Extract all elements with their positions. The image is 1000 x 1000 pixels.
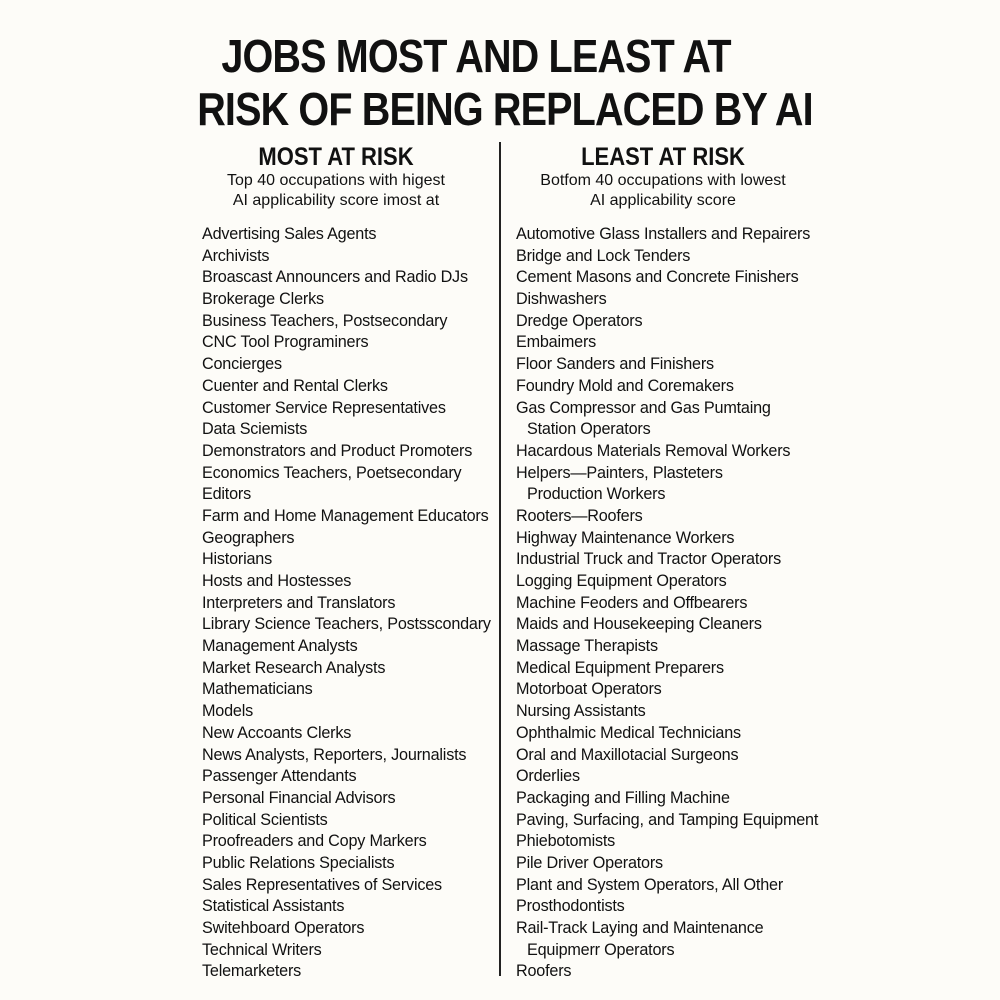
most-at-risk-occupation: Advertising Sales Agents [202, 225, 377, 243]
most-at-risk-occupation: Technical Writers [202, 940, 322, 959]
least-at-risk-occupation: Cement Masons and Concrete Finishers [516, 268, 799, 287]
least-at-risk-header [513, 143, 813, 211]
least-at-risk-occupation: Orderlies [516, 767, 580, 786]
most-at-risk-subtitle-line-2: AI applicability score imost at [232, 192, 440, 209]
most-at-risk-list [202, 224, 497, 983]
most-at-risk-occupation: News Analysts, Reporters, Journalists [202, 745, 467, 764]
most-at-risk-occupation: Historians [202, 550, 272, 569]
most-at-risk-occupation: Statistical Assistants [202, 897, 345, 916]
least-at-risk-occupation: Highway Maintenance Workers [516, 528, 735, 547]
most-at-risk-occupation: Telemarketers [202, 962, 302, 981]
most-at-risk-occupation: Archivists [202, 246, 270, 265]
least-at-risk-occupation: Logging Equipment Operators [516, 572, 727, 590]
most-at-risk-occupation: CNC Tool Programiners [202, 333, 369, 352]
page-title-line-2: RISK OF BEING REPLACED BY AI [197, 83, 813, 135]
least-at-risk-occupation: Prosthodontists [516, 897, 625, 916]
least-at-risk-occupation: Equipmerr Operators [527, 940, 675, 959]
most-at-risk-occupation: Cuenter and Rental Clerks [202, 376, 388, 395]
least-at-risk-occupation: Motorboat Operators [516, 680, 662, 699]
least-at-risk-occupation: Station Operators [527, 420, 651, 439]
most-at-risk-occupation: Market Research Analysts [202, 658, 386, 677]
least-at-risk-occupation: Paving, Surfacing, and Tamping Equipment [516, 810, 819, 829]
least-at-risk-occupation: Nursing Assistants [516, 702, 646, 721]
most-at-risk-heading: MOST AT RISK [258, 143, 414, 171]
most-at-risk-occupation: Public Relations Specialists [202, 853, 395, 872]
most-at-risk-occupation: Business Teachers, Postsecondary [202, 311, 448, 330]
least-at-risk-occupation: Ophthalmic Medical Technicians [516, 723, 741, 742]
least-at-risk-occupation: Machine Feoders and Offbearers [516, 593, 748, 612]
least-at-risk-list [516, 224, 826, 983]
least-at-risk-occupation: Phiebotomists [516, 832, 616, 851]
least-at-risk-subtitle-line-1: Botfom 40 occupations with lowest [540, 172, 786, 189]
least-at-risk-occupation: Industrial Truck and Tractor Operators [516, 550, 782, 569]
least-at-risk-occupation: Rail-Track Laying and Maintenance [516, 919, 764, 937]
most-at-risk-occupation: Brokerage Clerks [202, 290, 324, 309]
most-at-risk-occupation: Data Sciemists [202, 420, 308, 439]
most-at-risk-occupation: Interpreters and Translators [202, 593, 396, 612]
most-at-risk-occupation: Switehboard Operators [202, 919, 365, 937]
most-at-risk-occupation: Concierges [202, 355, 282, 374]
most-at-risk-occupation: Broascast Announcers and Radio DJs [202, 268, 468, 287]
least-at-risk-occupation: Plant and System Operators, All Other [516, 875, 784, 894]
least-at-risk-occupation: Helpers—Painters, Plasteters [516, 463, 723, 482]
most-at-risk-occupation: Proofreaders and Copy Markers [202, 832, 427, 851]
most-at-risk-header [186, 143, 486, 211]
least-at-risk-occupation: Embaimers [516, 333, 597, 352]
most-at-risk-occupation: Management Analysts [202, 637, 358, 656]
most-at-risk-subtitle-line-1: Top 40 occupations with higest [227, 172, 445, 189]
least-at-risk-occupation: Dredge Operators [516, 311, 643, 330]
most-at-risk-occupation: Geographers [202, 528, 295, 547]
least-at-risk-occupation: Pile Driver Operators [516, 853, 663, 872]
least-at-risk-occupation: Oral and Maxillotacial Surgeons [516, 745, 739, 764]
page-title-line-1: JOBS MOST AND LEAST AT [221, 30, 731, 82]
most-at-risk-occupation: Sales Representatives of Services [202, 875, 442, 894]
least-at-risk-occupation: Gas Compressor and Gas Pumtaing [516, 398, 771, 417]
least-at-risk-occupation: Automotive Glass Installers and Repairers [516, 225, 811, 243]
most-at-risk-occupation: Personal Financial Advisors [202, 788, 396, 807]
least-at-risk-subtitle-line-2: AI applicability score [590, 192, 736, 209]
most-at-risk-occupation: New Accoants Clerks [202, 723, 352, 742]
least-at-risk-occupation: Dishwashers [516, 290, 607, 309]
most-at-risk-occupation: Political Scientists [202, 810, 328, 829]
least-at-risk-occupation: Hacardous Materials Removal Workers [516, 441, 791, 460]
most-at-risk-occupation: Hosts and Hostesses [202, 572, 352, 590]
least-at-risk-occupation: Foundry Mold and Coremakers [516, 376, 734, 395]
least-at-risk-occupation: Massage Therapists [516, 637, 658, 656]
column-divider [499, 142, 501, 976]
least-at-risk-occupation: Production Workers [527, 485, 666, 504]
most-at-risk-occupation: Customer Service Representatives [202, 398, 446, 417]
most-at-risk-occupation: Editors [202, 485, 251, 504]
least-at-risk-occupation: Bridge and Lock Tenders [516, 246, 691, 265]
least-at-risk-occupation: Rooters—Roofers [516, 506, 643, 525]
most-at-risk-occupation: Farm and Home Management Educators [202, 506, 489, 525]
most-at-risk-occupation: Models [202, 702, 253, 721]
least-at-risk-occupation: Packaging and Filling Machine [516, 788, 730, 807]
most-at-risk-occupation: Library Science Teachers, Postsscondary [202, 615, 491, 634]
most-at-risk-occupation: Economics Teachers, Poetsecondary [202, 463, 462, 482]
most-at-risk-occupation: Mathematicians [202, 680, 313, 699]
least-at-risk-occupation: Maids and Housekeeping Cleaners [516, 615, 762, 634]
most-at-risk-occupation: Demonstrators and Product Promoters [202, 441, 473, 460]
least-at-risk-occupation: Floor Sanders and Finishers [516, 355, 714, 374]
least-at-risk-occupation: Roofers [516, 962, 572, 981]
most-at-risk-occupation: Passenger Attendants [202, 767, 357, 786]
least-at-risk-occupation: Medical Equipment Preparers [516, 658, 724, 677]
least-at-risk-heading: LEAST AT RISK [581, 143, 745, 171]
